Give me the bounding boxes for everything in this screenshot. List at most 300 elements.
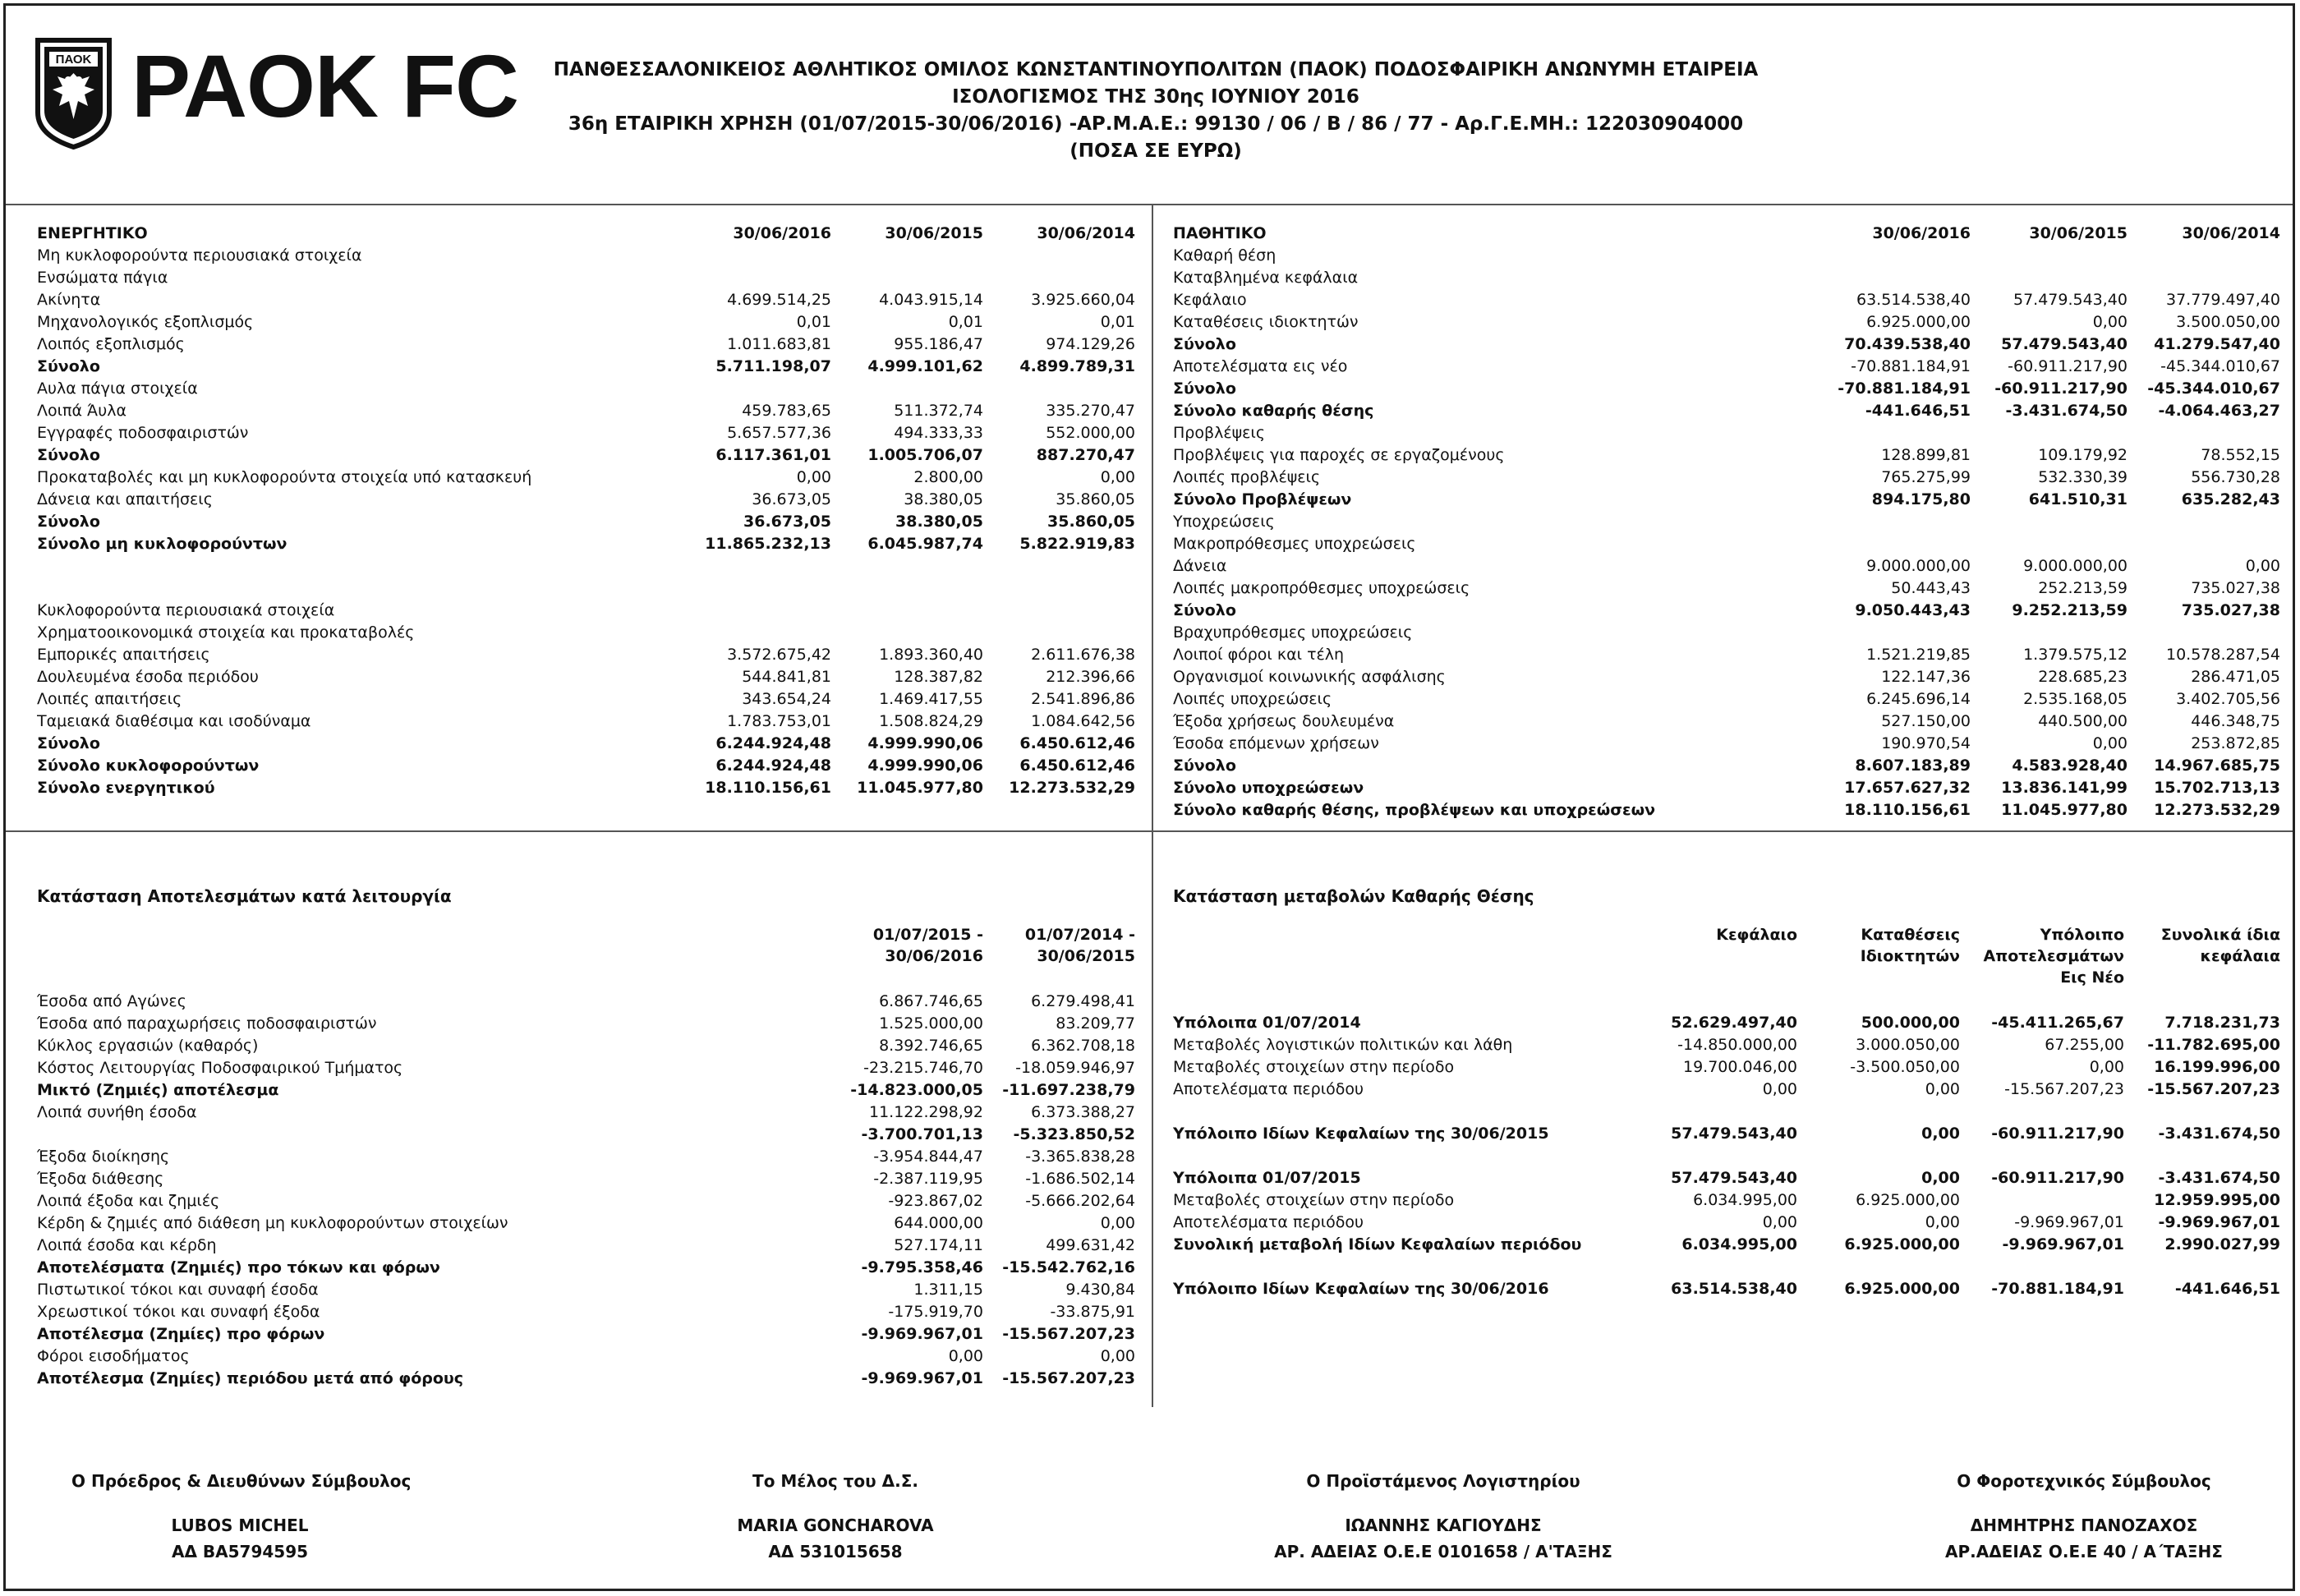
row-label: Κυκλοφορούντα περιουσιακά στοιχεία	[37, 601, 335, 619]
row-value: 9.050.443,43	[1855, 601, 1971, 619]
signature-role: Ο Πρόεδρος & Διευθύνων Σύμβουλος	[71, 1471, 412, 1491]
row-value	[831, 577, 983, 600]
row-value: 6.045.987,74	[867, 535, 983, 553]
row-value	[1960, 1189, 2124, 1212]
row-value: 6.450.612,46	[1019, 757, 1135, 775]
row-value: -9.969.967,01	[2158, 1213, 2280, 1231]
assets-row	[37, 577, 1135, 600]
row-label: Σύνολο καθαρής θέσης, προβλέψεων και υποχρεώσεων	[1173, 801, 1656, 819]
row-label: Σύνολο	[1173, 757, 1236, 775]
assets-row	[37, 711, 1135, 733]
row-label: Σύνολο ενεργητικού	[37, 779, 215, 797]
assets-row	[37, 755, 1135, 777]
income-row	[37, 1146, 1135, 1168]
row-value: 128.899,81	[1881, 446, 1971, 464]
row-label: Έξοδα διοίκησης	[37, 1148, 170, 1166]
row-value: -1.686.502,14	[1025, 1170, 1135, 1188]
liabilities-row	[1173, 577, 2280, 600]
row-value: 527.150,00	[1881, 712, 1971, 730]
row-value: 0,00	[948, 1347, 983, 1365]
assets-table	[37, 223, 1135, 799]
row-value: -70.881.184,91	[1851, 357, 1971, 375]
signature-board-member	[679, 1468, 991, 1565]
row-label: Σύνολο	[1173, 335, 1236, 353]
assets-row	[37, 245, 1135, 267]
signature-name: ΙΩΑΝΝΗΣ ΚΑΓΙΟΥΔΗΣ	[1345, 1516, 1542, 1535]
row-value	[983, 245, 1135, 267]
row-value: 2.611.676,38	[1031, 646, 1135, 664]
row-label: Σύνολο	[1173, 601, 1236, 619]
row-value: -70.881.184,91	[1991, 1280, 2124, 1298]
row-label: Μεταβολές λογιστικών πολιτικών και λάθη	[1173, 1036, 1513, 1054]
row-label: Μικτό (Ζημιές) αποτέλεσμα	[37, 1081, 279, 1099]
row-value: 511.372,74	[894, 402, 983, 420]
row-value: -60.911.217,90	[1991, 1125, 2124, 1143]
equity-row	[1173, 1079, 2280, 1101]
row-value: 37.779.497,40	[2165, 291, 2280, 309]
row-label: Αποτελέσματα περιόδου	[1173, 1080, 1364, 1098]
liabilities-row	[1173, 644, 2280, 666]
liabilities-row	[1173, 666, 2280, 688]
row-value: 1.783.753,01	[727, 712, 831, 730]
row-label: Λοιπές προβλέψεις	[1173, 468, 1321, 486]
liabilities-row	[1173, 467, 2280, 489]
row-label: Εμπορικές απαιτήσεις	[37, 646, 210, 664]
liabilities-row	[1173, 533, 2280, 555]
row-label: Σύνολο καθαρής θέσης	[1173, 402, 1374, 420]
row-value: 228.685,23	[2038, 668, 2128, 686]
assets-row	[37, 311, 1135, 333]
row-value: -5.666.202,64	[1025, 1192, 1135, 1210]
row-value: -70.881.184,91	[1838, 379, 1971, 398]
row-value: 57.479.543,40	[2001, 335, 2128, 353]
row-value: 38.380,05	[895, 513, 983, 531]
equity-header-table	[1173, 924, 2280, 988]
row-value: 1.005.706,07	[867, 446, 983, 464]
row-value: 6.117.361,01	[715, 446, 831, 464]
liabilities-row	[1173, 777, 2280, 799]
row-value	[831, 622, 983, 644]
liabilities-row	[1173, 267, 2280, 289]
row-label: Αποτέλεσμα (Ζημίες) προ φόρων	[37, 1325, 325, 1343]
income-row	[37, 1323, 1135, 1345]
equity-row	[1173, 1234, 2280, 1256]
row-label: Κύκλος εργασιών (καθαρός)	[37, 1037, 259, 1055]
row-value: -11.697.238,79	[1002, 1081, 1135, 1099]
row-value: 500.000,00	[1861, 1014, 1960, 1032]
liabilities-row	[1173, 555, 2280, 577]
row-value: -3.431.674,50	[2158, 1125, 2280, 1143]
divider-vertical-bottom	[1152, 832, 1153, 1407]
liabilities-row	[1173, 245, 2280, 267]
assets-row	[37, 333, 1135, 356]
row-value: 6.450.612,46	[1019, 734, 1135, 752]
row-value: 19.700.046,00	[1682, 1058, 1797, 1076]
row-value: 35.860,05	[1047, 513, 1135, 531]
row-value	[1971, 511, 2128, 533]
row-value: 0,01	[948, 313, 983, 331]
signature-name: MARIA GONCHAROVA	[737, 1516, 934, 1535]
row-value: 252.213,59	[2038, 579, 2128, 597]
income-row	[37, 1057, 1135, 1079]
row-value: 6.867.746,65	[879, 992, 983, 1010]
row-value	[831, 600, 983, 622]
row-value: 63.514.538,40	[1856, 291, 1971, 309]
row-value	[675, 622, 831, 644]
assets-row	[37, 555, 1135, 577]
income-row	[37, 1102, 1135, 1124]
income-row	[37, 1035, 1135, 1057]
row-value: -3.700.701,13	[861, 1125, 983, 1143]
assets-row	[37, 688, 1135, 711]
row-label: Έσοδα από Αγώνες	[37, 992, 186, 1010]
row-label: Σύνολο	[37, 446, 100, 464]
row-value: 552.000,00	[1046, 424, 1135, 442]
income-rows-table	[37, 991, 1135, 1390]
row-value: -15.567.207,23	[2004, 1080, 2124, 1098]
row-label: Προβλέψεις για παροχές σε εργαζομένους	[1173, 446, 1505, 464]
row-value: 9.430,84	[1065, 1281, 1135, 1299]
row-value: 556.730,28	[2191, 468, 2280, 486]
row-value: 0,00	[796, 468, 831, 486]
row-value: 1.469.417,55	[879, 690, 983, 708]
row-label: Σύνολο Προβλέψεων	[1173, 490, 1352, 508]
row-value: 2.541.896,86	[1031, 690, 1135, 708]
row-value: 6.925.000,00	[1866, 313, 1971, 331]
row-value: 41.279.547,40	[2154, 335, 2280, 353]
income-row	[37, 1124, 1135, 1146]
row-value	[675, 378, 831, 400]
income-row	[37, 1190, 1135, 1212]
row-value: 0,00	[2089, 1058, 2124, 1076]
row-value: 3.500.050,00	[2176, 313, 2280, 331]
row-label: Ενσώματα πάγια	[37, 269, 168, 287]
row-value: 494.333,33	[894, 424, 983, 442]
row-value: 30/06/2015	[885, 224, 983, 242]
liabilities-row	[1173, 755, 2280, 777]
row-value: 15.702.713,13	[2154, 779, 2280, 797]
row-value: -45.344.010,67	[2160, 357, 2280, 375]
row-value: -3.365.838,28	[1025, 1148, 1135, 1166]
equity-row	[1173, 1101, 2280, 1123]
equity-changes-title: Κατάσταση μεταβολών Καθαρής Θέσης	[1173, 886, 1534, 906]
row-value: -60.911.217,90	[1994, 379, 2128, 398]
row-value: 440.500,00	[2038, 712, 2128, 730]
row-label: Αποτελέσματα (Ζημιές) προ τόκων και φόρων	[37, 1258, 440, 1276]
divider-horizontal	[6, 830, 2293, 832]
row-label	[37, 577, 675, 600]
row-value: -9.795.358,46	[861, 1258, 983, 1276]
row-value: 544.841,81	[742, 668, 831, 686]
row-value	[1815, 245, 1971, 267]
row-value: 4.999.990,06	[867, 734, 983, 752]
row-value	[983, 577, 1135, 600]
assets-row	[37, 777, 1135, 799]
row-value: -3.500.050,00	[1850, 1058, 1960, 1076]
row-label: Υπόλοιπο Ιδίων Κεφαλαίων της 30/06/2016	[1173, 1280, 1549, 1298]
row-value: -14.823.000,05	[850, 1081, 983, 1099]
title-line-company: ΠΑΝΘΕΣΣΑΛΟΝΙΚΕΙΟΣ ΑΘΛΗΤΙΚΟΣ ΟΜΙΛΟΣ ΚΩΝΣΤΑΝΤΙΝΟΥΠΟΛΙΤΩΝ (ΠΑΟΚ) ΠΟΔΟΣΦΑΙΡΙΚΗ ΑΝΩΝΥΜΗ ΕΤΑΙΡΕΙΑ	[553, 59, 1759, 80]
row-value: -45.344.010,67	[2147, 379, 2280, 398]
row-label: Προκαταβολές και μη κυκλοφορούντα στοιχεία υπό κατασκευή	[37, 468, 532, 486]
row-value: 63.514.538,40	[1671, 1280, 1797, 1298]
row-label: Καταβλημένα κεφάλαια	[1173, 269, 1359, 287]
row-value	[675, 555, 831, 577]
row-label: Αποτέλεσμα (Ζημίες) περιόδου μετά από φόρους	[37, 1369, 464, 1387]
row-value: 6.925.000,00	[1844, 1235, 1960, 1253]
row-value: 1.893.360,40	[879, 646, 983, 664]
equity-column-headers	[1173, 924, 2280, 988]
row-value: 8.607.183,89	[1855, 757, 1971, 775]
assets-row	[37, 289, 1135, 311]
row-value: 446.348,75	[2191, 712, 2280, 730]
row-value: 70.439.538,40	[1844, 335, 1971, 353]
row-value: 499.631,42	[1046, 1236, 1135, 1254]
income-row	[37, 991, 1135, 1013]
row-value: 190.970,54	[1881, 734, 1971, 752]
row-value	[831, 378, 983, 400]
liabilities-row	[1173, 223, 2280, 245]
row-value: 18.110.156,61	[705, 779, 831, 797]
row-value: 6.925.000,00	[1856, 1191, 1960, 1209]
row-value: 0,00	[1921, 1125, 1960, 1143]
row-value	[2128, 511, 2280, 533]
row-value: 35.860,05	[1056, 490, 1135, 508]
liabilities-row	[1173, 622, 2280, 644]
assets-row	[37, 600, 1135, 622]
row-value: -175.919,70	[888, 1303, 983, 1321]
row-value: -45.411.265,67	[1991, 1014, 2124, 1032]
row-value	[675, 267, 831, 289]
row-label: Έξοδα χρήσεως δουλευμένα	[1173, 712, 1395, 730]
equity-col-head-total: Συνολικά ίδια κεφάλαια	[2160, 926, 2280, 965]
brand-wordmark: PAOK FC	[131, 36, 518, 136]
row-value: -9.969.967,01	[861, 1325, 983, 1343]
row-value	[1971, 267, 2128, 289]
row-value: 12.959.995,00	[2154, 1191, 2280, 1209]
row-value: 735.027,38	[2191, 579, 2280, 597]
row-label: Συνολική μεταβολή Ιδίων Κεφαλαίων περιόδου	[1173, 1235, 1582, 1253]
row-label: Αυλα πάγια στοιχεία	[37, 379, 198, 398]
row-value: 2.990.027,99	[2164, 1235, 2280, 1253]
row-value: 1.084.642,56	[1031, 712, 1135, 730]
income-col-head-2015: 01/07/2014 - 30/06/2015	[1024, 926, 1135, 965]
row-value: 11.045.977,80	[857, 779, 983, 797]
row-value: 6.373.388,27	[1031, 1103, 1135, 1121]
row-label: Υποχρεώσεις	[1173, 513, 1275, 531]
row-value: 30/06/2014	[2182, 224, 2280, 242]
income-row	[37, 1279, 1135, 1301]
assets-row	[37, 533, 1135, 555]
document-titles	[548, 57, 1764, 165]
row-value: 52.629.497,40	[1671, 1014, 1797, 1032]
row-value: 6.925.000,00	[1844, 1280, 1960, 1298]
row-label: Κόστος Λειτουργίας Ποδοσφαιρικού Τμήματος	[37, 1059, 403, 1077]
row-label: Λοιπές απαιτήσεις	[37, 690, 182, 708]
row-value: 5.822.919,83	[1019, 535, 1135, 553]
row-value	[2128, 422, 2280, 444]
row-value: -23.215.746,70	[863, 1059, 983, 1077]
row-label: Μεταβολές στοιχείων στην περίοδο	[1173, 1058, 1455, 1076]
row-value: 6.245.696,14	[1866, 690, 1971, 708]
signature-role: Το Μέλος του Δ.Σ.	[752, 1471, 918, 1491]
signature-id: ΑΡ. ΑΔΕΙΑΣ Ο.Ε.Ε 0101658 / Α'ΤΑΞΗΣ	[1274, 1542, 1612, 1562]
income-row	[37, 1301, 1135, 1323]
assets-row	[37, 733, 1135, 755]
row-value: 17.657.627,32	[1844, 779, 1971, 797]
row-value: 30/06/2015	[2029, 224, 2128, 242]
row-value: 459.783,65	[742, 402, 831, 420]
liabilities-row	[1173, 311, 2280, 333]
row-label: Ακίνητα	[37, 291, 101, 309]
equity-row	[1173, 1056, 2280, 1079]
row-value: 955.186,47	[894, 335, 983, 353]
row-value	[983, 555, 1135, 577]
row-label: Σύνολο	[1173, 379, 1236, 398]
assets-row	[37, 622, 1135, 644]
row-label: Μη κυκλοφορούντα περιουσιακά στοιχεία	[37, 246, 362, 264]
row-value: 3.000.050,00	[1856, 1036, 1960, 1054]
income-statement-title: Κατάσταση Αποτελεσμάτων κατά λειτουργία	[37, 886, 452, 906]
row-value: 4.999.101,62	[867, 357, 983, 375]
assets-row	[37, 444, 1135, 467]
row-value: 7.718.231,73	[2164, 1014, 2280, 1032]
row-label: Εγγραφές ποδοσφαιριστών	[37, 424, 249, 442]
row-value: -9.969.967,01	[861, 1369, 983, 1387]
income-row	[37, 1168, 1135, 1190]
row-value	[1971, 622, 2128, 644]
row-value: 5.711.198,07	[715, 357, 831, 375]
row-value: 4.583.928,40	[2012, 757, 2128, 775]
row-value: -15.567.207,23	[2147, 1080, 2280, 1098]
liabilities-row	[1173, 422, 2280, 444]
liabilities-row	[1173, 733, 2280, 755]
row-value: 13.836.141,99	[2001, 779, 2128, 797]
row-value: -923.867,02	[888, 1192, 983, 1210]
equity-rows-table	[1173, 1012, 2280, 1300]
row-value	[1971, 533, 2128, 555]
row-label: Προβλέψεις	[1173, 424, 1265, 442]
row-value: 30/06/2016	[1872, 224, 1971, 242]
equity-col-head-retained: Υπόλοιπο Αποτελεσμάτων Εις Νέο	[1983, 926, 2124, 987]
row-label: Λοιπά συνήθη έσοδα	[37, 1103, 197, 1121]
row-label: Λοιπά Άυλα	[37, 402, 126, 420]
row-value	[675, 577, 831, 600]
row-value: 128.387,82	[894, 668, 983, 686]
row-value	[1815, 622, 1971, 644]
row-value: 644.000,00	[894, 1214, 983, 1232]
row-value: -15.542.762,16	[1002, 1258, 1135, 1276]
row-value: 343.654,24	[742, 690, 831, 708]
row-label	[37, 555, 675, 577]
equity-row	[1173, 1012, 2280, 1034]
row-value: 78.552,15	[2201, 446, 2280, 464]
row-label: Σύνολο υποχρεώσεων	[1173, 779, 1364, 797]
signature-tax-advisor	[1920, 1468, 2248, 1565]
row-value: 6.034.995,00	[1693, 1191, 1797, 1209]
equity-row	[1173, 1145, 2280, 1167]
row-value: 1.525.000,00	[879, 1014, 983, 1033]
row-label	[37, 1124, 831, 1146]
row-value	[675, 600, 831, 622]
row-label: Βραχυπρόθεσμες υποχρεώσεις	[1173, 623, 1413, 642]
document-frame	[3, 3, 2295, 1591]
row-value: 9.252.213,59	[2012, 601, 2128, 619]
row-label: Έσοδα από παραχωρήσεις ποδοσφαιριστών	[37, 1014, 377, 1033]
row-label: Καθαρή θέση	[1173, 246, 1276, 264]
equity-row	[1173, 1123, 2280, 1145]
row-value: 212.396,66	[1046, 668, 1135, 686]
crest-text: ΠΑΟΚ	[55, 53, 92, 67]
row-value: 9.000.000,00	[1866, 557, 1971, 575]
assets-row	[37, 422, 1135, 444]
row-value: 12.273.532,29	[2154, 801, 2280, 819]
signature-id: ΑΔ ΒΑ5794595	[171, 1542, 309, 1562]
row-value: -15.567.207,23	[1002, 1325, 1135, 1343]
row-value: 3.402.705,56	[2176, 690, 2280, 708]
row-value: 0,00	[1925, 1213, 1960, 1231]
row-label: Μεταβολές στοιχείων στην περίοδο	[1173, 1191, 1455, 1209]
income-row	[37, 1013, 1135, 1035]
row-value: -441.646,51	[2174, 1280, 2280, 1298]
row-value: 532.330,39	[2038, 468, 2128, 486]
row-value: 36.673,05	[743, 513, 831, 531]
row-value: 974.129,26	[1046, 335, 1135, 353]
row-label: Καταθέσεις ιδιοκτητών	[1173, 313, 1359, 331]
row-label: Σύνολο	[37, 357, 100, 375]
row-value: 0,00	[1100, 1347, 1135, 1365]
row-value: 0,00	[1762, 1213, 1797, 1231]
row-value: 57.479.543,40	[1671, 1169, 1797, 1187]
row-value: 36.673,05	[752, 490, 831, 508]
row-label: Οργανισμοί κοινωνικής ασφάλισης	[1173, 668, 1446, 686]
row-value: 2.535.168,05	[2023, 690, 2128, 708]
row-value: 635.282,43	[2181, 490, 2280, 508]
income-row	[37, 1257, 1135, 1279]
signature-president	[71, 1468, 412, 1565]
row-label: Δάνεια και απαιτήσεις	[37, 490, 213, 508]
row-value: 1.379.575,12	[2023, 646, 2128, 664]
row-value	[983, 600, 1135, 622]
row-value: 0,01	[1100, 313, 1135, 331]
row-value	[831, 555, 983, 577]
row-value: 9.000.000,00	[2023, 557, 2128, 575]
row-label: Λοιποί φόροι και τέλη	[1173, 646, 1345, 664]
equity-row	[1173, 1212, 2280, 1234]
row-value: -11.782.695,00	[2147, 1036, 2280, 1054]
income-column-headers	[37, 924, 1135, 967]
row-value: 0,00	[1762, 1080, 1797, 1098]
row-value: 30/06/2016	[733, 224, 831, 242]
row-value: 1.521.219,85	[1866, 646, 1971, 664]
income-row	[37, 1368, 1135, 1390]
row-value: 6.034.995,00	[1681, 1235, 1797, 1253]
title-line-fiscal-year: 36η ΕΤΑΙΡΙΚΗ ΧΡΗΣΗ (01/07/2015-30/06/2016) -ΑΡ.Μ.Α.Ε.: 99130 / 06 / Β / 86 / 77 - Αρ.Γ.Ε.ΜΗ.: 122030904000	[568, 113, 1744, 135]
row-label: Κέρδη & ζημιές από διάθεση μη κυκλοφορούντων στοιχείων	[37, 1214, 508, 1232]
row-value: 57.479.543,40	[2012, 291, 2128, 309]
row-label: Λοιπός εξοπλισμός	[37, 335, 185, 353]
row-label: Υπόλοιπα 01/07/2014	[1173, 1014, 1361, 1032]
row-value: 3.572.675,42	[727, 646, 831, 664]
row-label: Δουλευμένα έσοδα περιόδου	[37, 668, 259, 686]
title-line-balance-sheet: ΙΣΟΛΟΓΙΣΜΟΣ ΤΗΣ 30ης ΙΟΥΝΙΟΥ 2016	[952, 86, 1359, 108]
row-value: 18.110.156,61	[1844, 801, 1971, 819]
row-value: -3.954.844,47	[873, 1148, 983, 1166]
row-value: -14.850.000,00	[1677, 1036, 1797, 1054]
liabilities-row	[1173, 511, 2280, 533]
assets-row	[37, 223, 1135, 245]
assets-row	[37, 511, 1135, 533]
